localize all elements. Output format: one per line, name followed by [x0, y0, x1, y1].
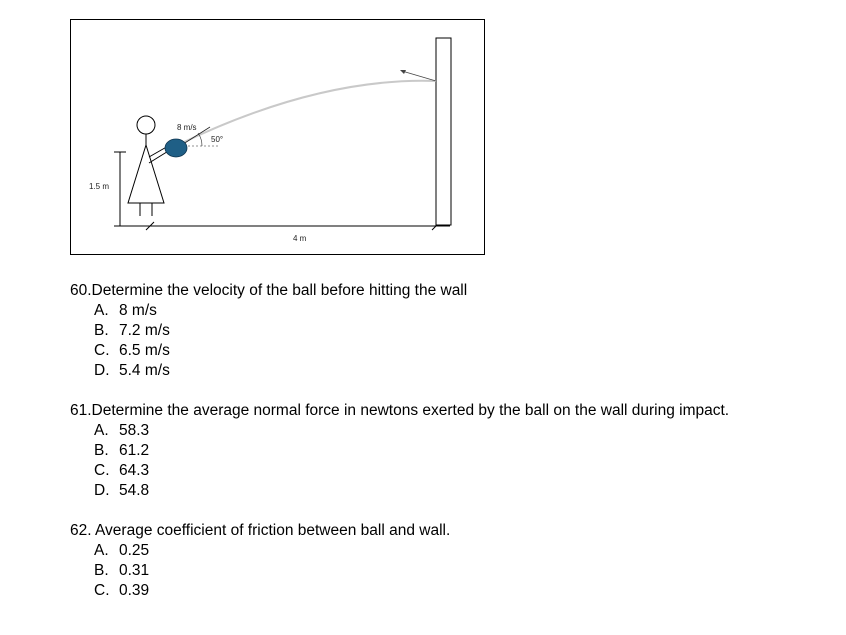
option-text: 64.3 [119, 462, 150, 479]
diagram-border [71, 20, 485, 255]
ball [165, 139, 187, 157]
option-letter: D. [94, 362, 110, 379]
height-label: 1.5 m [89, 182, 110, 191]
question-text: 62. Average coefficient of friction between ball and wall. [70, 522, 451, 539]
option-text: 58.3 [119, 422, 150, 439]
option-c [94, 461, 840, 481]
wall [436, 38, 451, 225]
option-text: 5.4 m/s [119, 362, 170, 379]
option-letter: B. [94, 322, 109, 339]
option-text: 0.25 [119, 542, 150, 559]
option-text: 7.2 m/s [119, 322, 170, 339]
person-head [137, 116, 155, 134]
option-text: 6.5 m/s [119, 342, 170, 359]
option-letter: C. [94, 582, 110, 599]
question-list [70, 281, 840, 621]
option-text: 54.8 [119, 482, 150, 499]
option-list [70, 421, 840, 501]
option-text: 61.2 [119, 442, 150, 459]
option-b [94, 321, 840, 341]
question-60 [70, 281, 840, 381]
option-c [94, 581, 840, 601]
option-letter: A. [94, 422, 109, 439]
speed-label: 8 m/s [177, 123, 197, 132]
option-b [94, 561, 840, 581]
question-text: 60.Determine the velocity of the ball before hitting the wall [70, 282, 468, 299]
option-letter: B. [94, 442, 109, 459]
option-b [94, 441, 840, 461]
question-62 [70, 521, 840, 601]
diagram-svg [70, 19, 485, 255]
question-61 [70, 401, 840, 501]
option-list [70, 301, 840, 381]
option-d [94, 361, 840, 381]
option-c [94, 341, 840, 361]
option-list [70, 541, 840, 601]
option-a [94, 421, 840, 441]
option-a [94, 301, 840, 321]
option-text: 8 m/s [119, 302, 157, 319]
option-letter: C. [94, 462, 110, 479]
angle-label: 50° [211, 135, 224, 144]
option-a [94, 541, 840, 561]
option-letter: A. [94, 302, 109, 319]
distance-label: 4 m [293, 234, 307, 243]
question-text: 61.Determine the average normal force in newtons exerted by the ball on the wall during impact. [70, 402, 730, 419]
option-letter: A. [94, 542, 109, 559]
projectile-diagram [70, 19, 485, 255]
option-text: 0.31 [119, 562, 150, 579]
option-d [94, 481, 840, 501]
option-text: 0.39 [119, 582, 150, 599]
option-letter: D. [94, 482, 110, 499]
option-letter: C. [94, 342, 110, 359]
option-letter: B. [94, 562, 109, 579]
